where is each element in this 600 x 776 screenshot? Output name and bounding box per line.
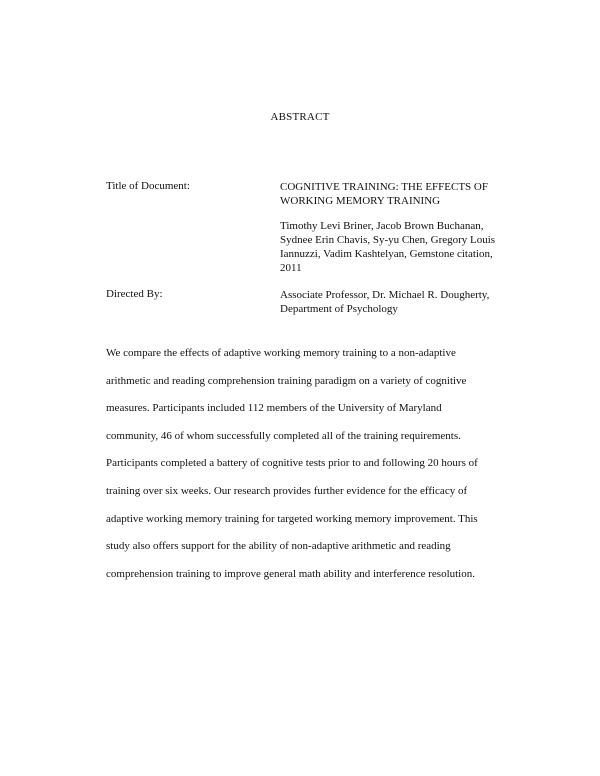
title-line-1: COGNITIVE TRAINING: THE EFFECTS OF (280, 181, 488, 193)
abstract-line: adaptive working memory training for targeted working memory improvement. This (106, 512, 478, 525)
abstract-line: community, 46 of whom successfully completed all of the training requirements. (106, 429, 461, 442)
director-line-2: Department of Psychology (280, 303, 398, 315)
director-line-1: Associate Professor, Dr. Michael R. Dougherty, (280, 289, 490, 301)
directed-by-label: Directed By: (106, 288, 163, 300)
abstract-line: Participants completed a battery of cognitive tests prior to and following 20 hours of (106, 457, 478, 470)
abstract-line: training over six weeks. Our research provides further evidence for the efficacy of (106, 484, 468, 497)
title-line-2: WORKING MEMORY TRAINING (280, 195, 441, 207)
abstract-line: study also offers support for the ability of non-adaptive arithmetic and reading (106, 540, 451, 553)
abstract-body (106, 340, 526, 588)
title-of-document-value (280, 180, 530, 208)
abstract-line: comprehension training to improve general math ability and interference resolution. (106, 567, 475, 580)
authors-line-1: Timothy Levi Briner, Jacob Brown Buchanan, (280, 220, 484, 232)
authors-line-3: Iannuzzi, Vadim Kashtelyan, Gemstone citation, (280, 248, 493, 260)
abstract-line: measures. Participants included 112 members of the University of Maryland (106, 402, 442, 415)
title-of-document-label: Title of Document: (106, 180, 190, 192)
authors-line-4: 2011 (280, 262, 302, 274)
authors-block (280, 219, 530, 275)
authors-line-2: Sydnee Erin Chavis, Sy-yu Chen, Gregory Louis (280, 234, 496, 246)
page-title: ABSTRACT (270, 111, 330, 123)
abstract-line: We compare the effects of adaptive working memory training to a non-adaptive (106, 347, 456, 359)
directed-by-value (280, 288, 530, 316)
abstract-line: arithmetic and reading comprehension training paradigm on a variety of cognitive (106, 374, 467, 387)
